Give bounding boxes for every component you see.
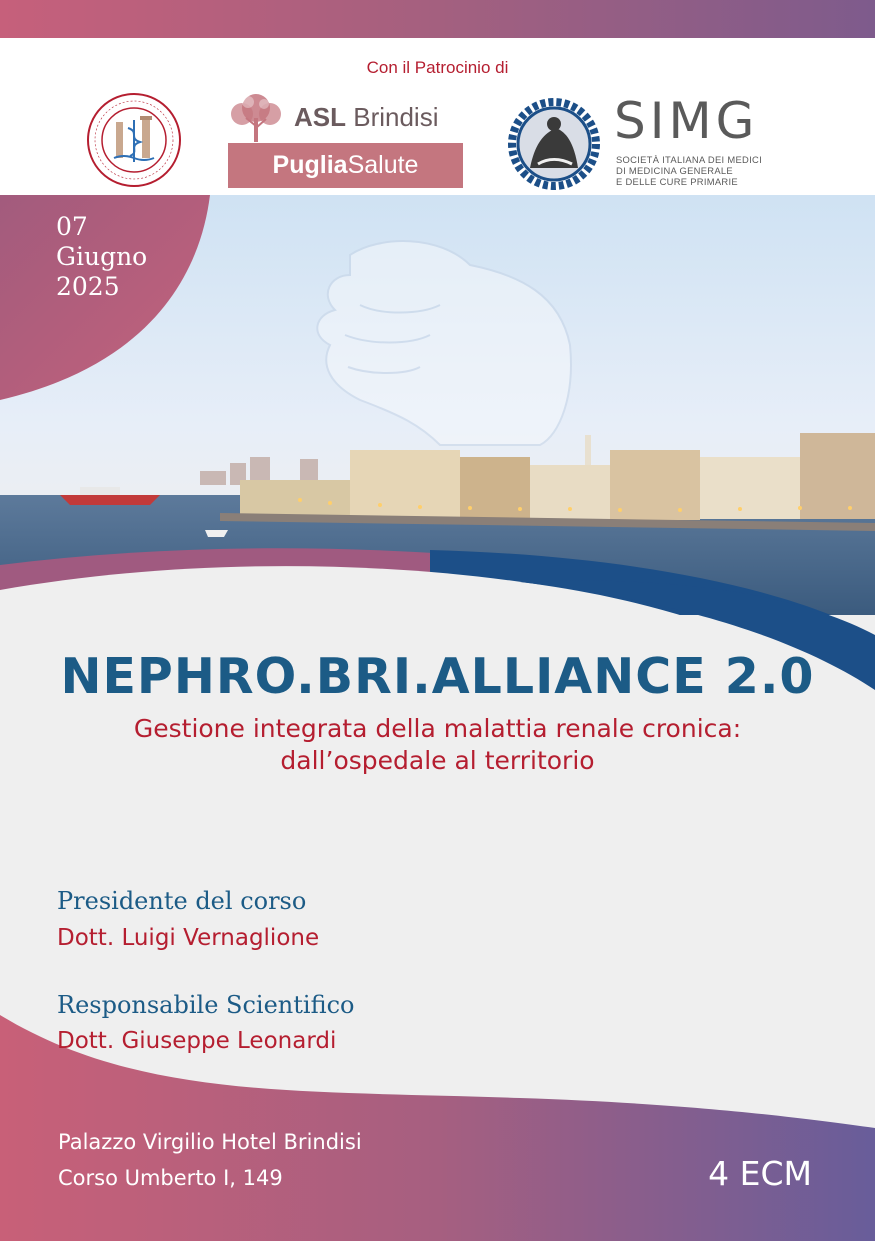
- tree-icon: [228, 92, 284, 142]
- simg-title: SIMG: [614, 92, 759, 150]
- simg-emblem: [508, 98, 604, 190]
- patronage-label: Con il Patrocinio di: [366, 58, 509, 77]
- venue-address: Corso Umberto I, 149: [58, 1166, 283, 1190]
- date-month: Giugno: [56, 242, 148, 271]
- venue-name: Palazzo Virgilio Hotel Brindisi: [58, 1130, 362, 1154]
- event-subtitle: Gestione integrata della malattia renale cronica: dall’ospedale al territorio: [133, 714, 742, 775]
- simg-logo: [508, 92, 768, 194]
- asl-name: ASL Brindisi: [294, 102, 439, 132]
- asl-brindisi-logo: [228, 92, 463, 188]
- event-title: NEPHRO.BRI.ALLIANCE 2.0: [60, 648, 815, 705]
- omceo-brindisi-logo: [86, 92, 182, 188]
- date-day: 07: [56, 212, 88, 241]
- simg-subtitle: SOCIETÀ ITALIANA DEI MEDICI DI MEDICINA GENERALE E DELLE CURE PRIMARIE: [616, 154, 762, 187]
- role-scientific-lead: Responsabile Scientifico: [57, 991, 355, 1019]
- puglia-salute-bar: PugliaSalute: [228, 143, 463, 188]
- ecm-credits: 4 ECM: [708, 1154, 812, 1193]
- name-president: Dott. Luigi Vernaglione: [57, 925, 320, 951]
- role-president: Presidente del corso: [57, 887, 307, 915]
- top-color-band: [0, 0, 875, 38]
- date-year: 2025: [56, 272, 120, 301]
- event-date: [56, 212, 147, 302]
- name-scientific-lead: Dott. Giuseppe Leonardi: [57, 1028, 337, 1054]
